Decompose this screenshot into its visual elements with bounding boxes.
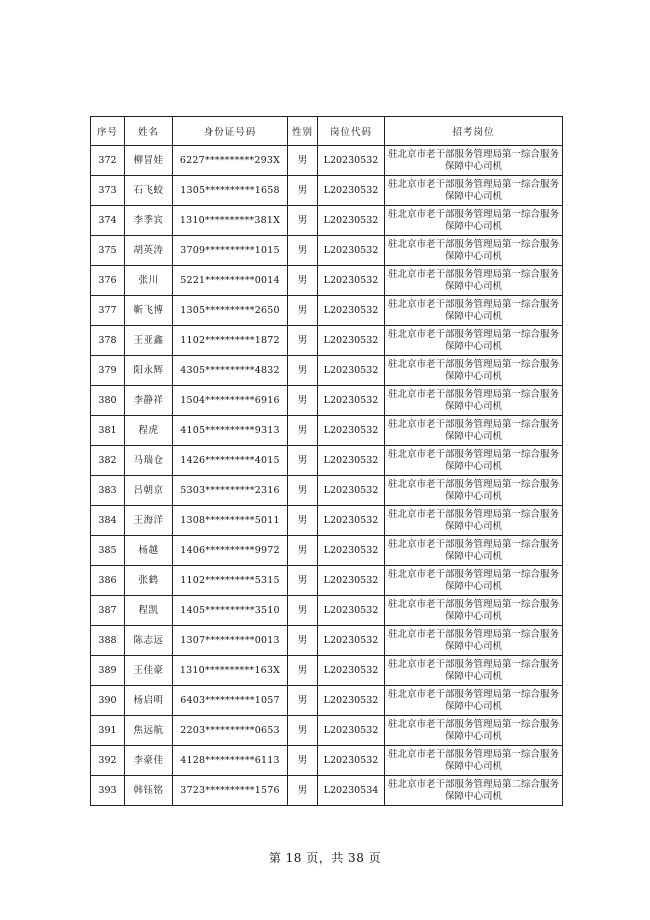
cell-name: 李豪佳 bbox=[125, 746, 173, 776]
cell-id-number: 1426**********4015 bbox=[173, 446, 288, 476]
cell-position: 驻北京市老干部服务管理局第一综合服务保障中心司机 bbox=[385, 146, 563, 176]
cell-gender: 男 bbox=[288, 176, 318, 206]
cell-seq: 372 bbox=[91, 146, 125, 176]
cell-position-code: L20230532 bbox=[318, 566, 385, 596]
cell-seq: 378 bbox=[91, 326, 125, 356]
table-row bbox=[91, 656, 563, 686]
cell-gender: 男 bbox=[288, 146, 318, 176]
cell-seq: 392 bbox=[91, 746, 125, 776]
cell-position: 驻北京市老干部服务管理局第一综合服务保障中心司机 bbox=[385, 266, 563, 296]
header-seq: 序号 bbox=[91, 117, 125, 146]
cell-seq: 381 bbox=[91, 416, 125, 446]
cell-position-code: L20230532 bbox=[318, 656, 385, 686]
cell-name: 韩钰铭 bbox=[125, 776, 173, 806]
table-row bbox=[91, 776, 563, 806]
cell-name: 李静祥 bbox=[125, 386, 173, 416]
cell-seq: 390 bbox=[91, 686, 125, 716]
cell-seq: 393 bbox=[91, 776, 125, 806]
cell-position: 驻北京市老干部服务管理局第一综合服务保障中心司机 bbox=[385, 506, 563, 536]
cell-seq: 375 bbox=[91, 236, 125, 266]
cell-id-number: 5221**********0014 bbox=[173, 266, 288, 296]
cell-position-code: L20230532 bbox=[318, 326, 385, 356]
cell-name: 杨启明 bbox=[125, 686, 173, 716]
cell-id-number: 4305**********4832 bbox=[173, 356, 288, 386]
cell-gender: 男 bbox=[288, 296, 318, 326]
cell-name: 杨越 bbox=[125, 536, 173, 566]
cell-name: 程凯 bbox=[125, 596, 173, 626]
cell-id-number: 2203**********0653 bbox=[173, 716, 288, 746]
cell-gender: 男 bbox=[288, 686, 318, 716]
table-header-row bbox=[91, 117, 563, 146]
cell-id-number: 1308**********5011 bbox=[173, 506, 288, 536]
cell-gender: 男 bbox=[288, 656, 318, 686]
table-body bbox=[91, 146, 563, 806]
cell-gender: 男 bbox=[288, 266, 318, 296]
cell-name: 吕朝京 bbox=[125, 476, 173, 506]
cell-gender: 男 bbox=[288, 386, 318, 416]
cell-seq: 379 bbox=[91, 356, 125, 386]
cell-id-number: 3709**********1015 bbox=[173, 236, 288, 266]
cell-seq: 385 bbox=[91, 536, 125, 566]
cell-gender: 男 bbox=[288, 536, 318, 566]
cell-position-code: L20230532 bbox=[318, 236, 385, 266]
cell-id-number: 1310**********163X bbox=[173, 656, 288, 686]
roster-table bbox=[90, 116, 563, 806]
table-row bbox=[91, 206, 563, 236]
cell-name: 张川 bbox=[125, 266, 173, 296]
cell-position-code: L20230532 bbox=[318, 716, 385, 746]
cell-gender: 男 bbox=[288, 566, 318, 596]
table-row bbox=[91, 506, 563, 536]
cell-position: 驻北京市老干部服务管理局第一综合服务保障中心司机 bbox=[385, 416, 563, 446]
header-position-code: 岗位代码 bbox=[318, 117, 385, 146]
header-position: 招考岗位 bbox=[385, 117, 563, 146]
cell-name: 陈志远 bbox=[125, 626, 173, 656]
cell-id-number: 4105**********9313 bbox=[173, 416, 288, 446]
cell-position: 驻北京市老干部服务管理局第一综合服务保障中心司机 bbox=[385, 386, 563, 416]
table-row bbox=[91, 446, 563, 476]
cell-position: 驻北京市老干部服务管理局第一综合服务保障中心司机 bbox=[385, 626, 563, 656]
cell-position-code: L20230532 bbox=[318, 206, 385, 236]
cell-id-number: 6403**********1057 bbox=[173, 686, 288, 716]
cell-position: 驻北京市老干部服务管理局第一综合服务保障中心司机 bbox=[385, 296, 563, 326]
cell-position-code: L20230532 bbox=[318, 596, 385, 626]
cell-position: 驻北京市老干部服务管理局第一综合服务保障中心司机 bbox=[385, 656, 563, 686]
table-row bbox=[91, 386, 563, 416]
table-row bbox=[91, 416, 563, 446]
table-row bbox=[91, 716, 563, 746]
cell-seq: 391 bbox=[91, 716, 125, 746]
table-row bbox=[91, 266, 563, 296]
table-row bbox=[91, 356, 563, 386]
cell-seq: 389 bbox=[91, 656, 125, 686]
cell-gender: 男 bbox=[288, 596, 318, 626]
table-row bbox=[91, 566, 563, 596]
cell-position-code: L20230532 bbox=[318, 506, 385, 536]
cell-id-number: 1310**********381X bbox=[173, 206, 288, 236]
cell-position-code: L20230532 bbox=[318, 746, 385, 776]
cell-id-number: 1406**********9972 bbox=[173, 536, 288, 566]
cell-name: 张鹤 bbox=[125, 566, 173, 596]
page-number-footer: 第 18 页，共 38 页 bbox=[268, 851, 382, 865]
cell-gender: 男 bbox=[288, 776, 318, 806]
cell-id-number: 1305**********1658 bbox=[173, 176, 288, 206]
cell-position-code: L20230532 bbox=[318, 296, 385, 326]
cell-id-number: 1504**********6916 bbox=[173, 386, 288, 416]
table-row bbox=[91, 326, 563, 356]
cell-name: 李季宾 bbox=[125, 206, 173, 236]
cell-position-code: L20230532 bbox=[318, 146, 385, 176]
table-row bbox=[91, 296, 563, 326]
table-row bbox=[91, 686, 563, 716]
cell-gender: 男 bbox=[288, 746, 318, 776]
cell-id-number: 5303**********2316 bbox=[173, 476, 288, 506]
cell-seq: 382 bbox=[91, 446, 125, 476]
cell-position: 驻北京市老干部服务管理局第一综合服务保障中心司机 bbox=[385, 206, 563, 236]
cell-position: 驻北京市老干部服务管理局第一综合服务保障中心司机 bbox=[385, 686, 563, 716]
cell-seq: 387 bbox=[91, 596, 125, 626]
cell-seq: 386 bbox=[91, 566, 125, 596]
table-row bbox=[91, 596, 563, 626]
cell-name: 马瑞仓 bbox=[125, 446, 173, 476]
cell-position-code: L20230532 bbox=[318, 476, 385, 506]
cell-position-code: L20230532 bbox=[318, 536, 385, 566]
cell-position: 驻北京市老干部服务管理局第一综合服务保障中心司机 bbox=[385, 176, 563, 206]
table-row bbox=[91, 476, 563, 506]
cell-name: 阳永辉 bbox=[125, 356, 173, 386]
cell-id-number: 6227**********293X bbox=[173, 146, 288, 176]
table-row bbox=[91, 236, 563, 266]
cell-position-code: L20230534 bbox=[318, 776, 385, 806]
cell-position: 驻北京市老干部服务管理局第一综合服务保障中心司机 bbox=[385, 236, 563, 266]
cell-gender: 男 bbox=[288, 356, 318, 386]
cell-position-code: L20230532 bbox=[318, 686, 385, 716]
cell-name: 王海洋 bbox=[125, 506, 173, 536]
cell-gender: 男 bbox=[288, 206, 318, 236]
cell-position: 驻北京市老干部服务管理局第一综合服务保障中心司机 bbox=[385, 536, 563, 566]
cell-seq: 376 bbox=[91, 266, 125, 296]
cell-position: 驻北京市老干部服务管理局第一综合服务保障中心司机 bbox=[385, 716, 563, 746]
cell-name: 石飞蛟 bbox=[125, 176, 173, 206]
cell-name: 焦远航 bbox=[125, 716, 173, 746]
cell-name: 柳冒娃 bbox=[125, 146, 173, 176]
cell-name: 王亚鑫 bbox=[125, 326, 173, 356]
cell-seq: 383 bbox=[91, 476, 125, 506]
cell-position-code: L20230532 bbox=[318, 386, 385, 416]
cell-position: 驻北京市老干部服务管理局第一综合服务保障中心司机 bbox=[385, 746, 563, 776]
cell-gender: 男 bbox=[288, 416, 318, 446]
cell-name: 王佳豪 bbox=[125, 656, 173, 686]
cell-position: 驻北京市老干部服务管理局第一综合服务保障中心司机 bbox=[385, 596, 563, 626]
cell-seq: 374 bbox=[91, 206, 125, 236]
cell-position-code: L20230532 bbox=[318, 266, 385, 296]
table-row bbox=[91, 536, 563, 566]
cell-position: 驻北京市老干部服务管理局第一综合服务保障中心司机 bbox=[385, 356, 563, 386]
cell-position: 驻北京市老干部服务管理局第二综合服务保障中心司机 bbox=[385, 776, 563, 806]
cell-gender: 男 bbox=[288, 236, 318, 266]
cell-position-code: L20230532 bbox=[318, 626, 385, 656]
cell-position: 驻北京市老干部服务管理局第一综合服务保障中心司机 bbox=[385, 326, 563, 356]
cell-id-number: 4128**********6113 bbox=[173, 746, 288, 776]
cell-gender: 男 bbox=[288, 626, 318, 656]
cell-gender: 男 bbox=[288, 506, 318, 536]
cell-id-number: 1405**********3510 bbox=[173, 596, 288, 626]
cell-gender: 男 bbox=[288, 716, 318, 746]
cell-seq: 380 bbox=[91, 386, 125, 416]
cell-position: 驻北京市老干部服务管理局第一综合服务保障中心司机 bbox=[385, 566, 563, 596]
table-row bbox=[91, 626, 563, 656]
cell-name: 程虎 bbox=[125, 416, 173, 446]
table-row bbox=[91, 146, 563, 176]
cell-id-number: 1307**********0013 bbox=[173, 626, 288, 656]
cell-position-code: L20230532 bbox=[318, 446, 385, 476]
cell-gender: 男 bbox=[288, 446, 318, 476]
cell-position: 驻北京市老干部服务管理局第一综合服务保障中心司机 bbox=[385, 446, 563, 476]
cell-name: 靳飞博 bbox=[125, 296, 173, 326]
cell-seq: 373 bbox=[91, 176, 125, 206]
cell-name: 胡英涛 bbox=[125, 236, 173, 266]
header-name: 姓名 bbox=[125, 117, 173, 146]
cell-id-number: 1102**********1872 bbox=[173, 326, 288, 356]
cell-seq: 388 bbox=[91, 626, 125, 656]
cell-position: 驻北京市老干部服务管理局第一综合服务保障中心司机 bbox=[385, 476, 563, 506]
table-row bbox=[91, 746, 563, 776]
cell-gender: 男 bbox=[288, 476, 318, 506]
cell-position-code: L20230532 bbox=[318, 416, 385, 446]
cell-seq: 384 bbox=[91, 506, 125, 536]
cell-seq: 377 bbox=[91, 296, 125, 326]
cell-position-code: L20230532 bbox=[318, 176, 385, 206]
cell-id-number: 3723**********1576 bbox=[173, 776, 288, 806]
cell-position-code: L20230532 bbox=[318, 356, 385, 386]
cell-gender: 男 bbox=[288, 326, 318, 356]
header-gender: 性别 bbox=[288, 117, 318, 146]
cell-id-number: 1305**********2650 bbox=[173, 296, 288, 326]
header-id-number: 身份证号码 bbox=[173, 117, 288, 146]
table-row bbox=[91, 176, 563, 206]
cell-id-number: 1102**********5315 bbox=[173, 566, 288, 596]
